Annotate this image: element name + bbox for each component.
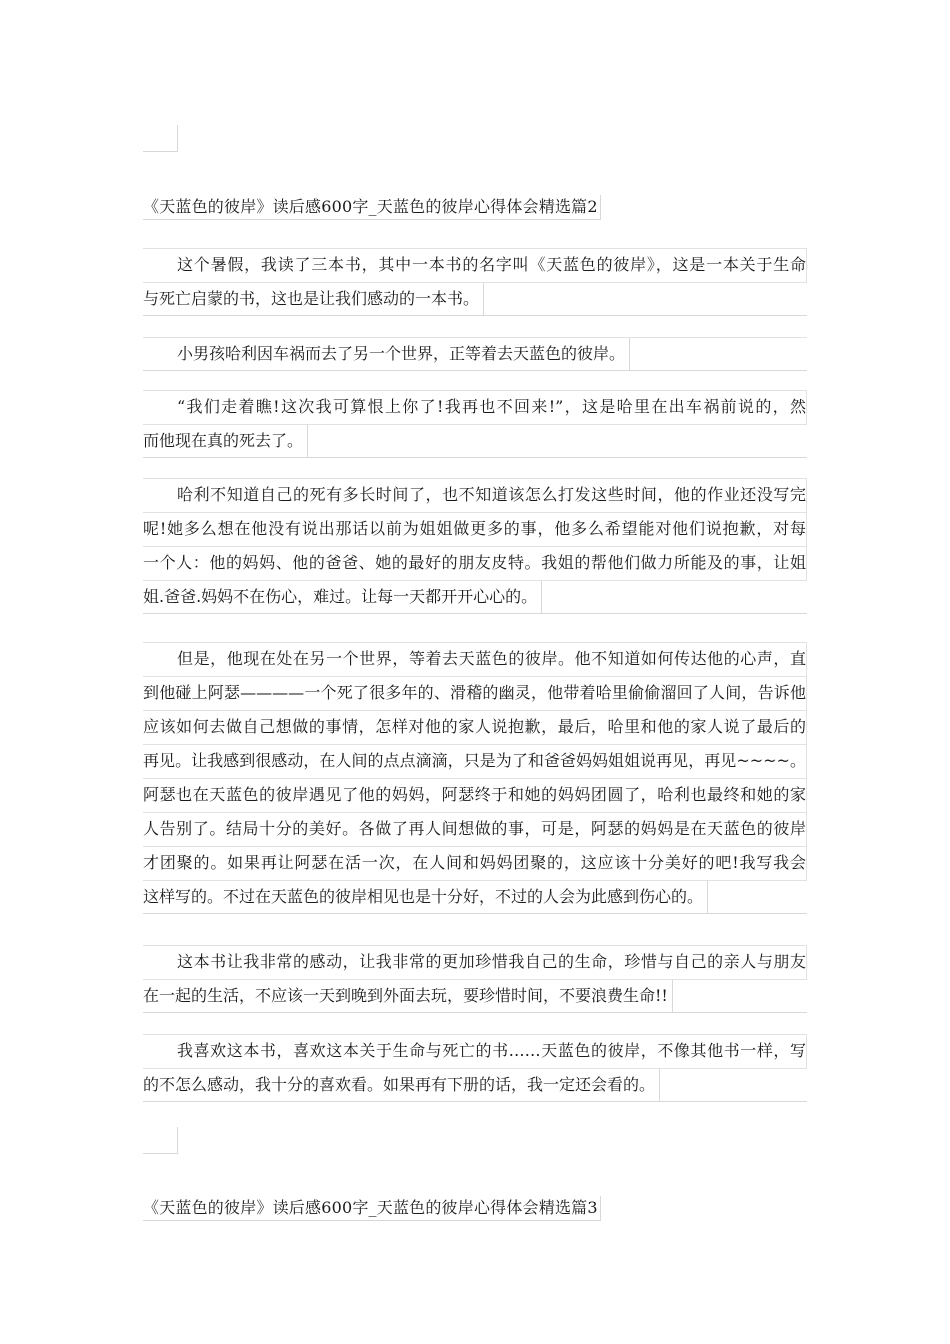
paragraph [143, 478, 807, 614]
paragraph [143, 945, 807, 1013]
paragraph-line-text: 小男孩哈利因车祸而去了另一个世界，正等着去天蓝色的彼岸。 [177, 338, 630, 370]
paragraph-line [143, 880, 807, 914]
paragraph-line-text: 应该如何去做自己想做的事情，怎样对他的家人说抱歉，最后，哈里和他的家人说了最后的 [143, 717, 806, 736]
paragraph-line [143, 282, 807, 316]
paragraph [143, 248, 807, 316]
paragraph-line-text: 才团聚的。如果再让阿瑟在活一次，在人间和妈妈团聚的，这应该十分美好的吧!我写我会 [143, 853, 806, 872]
paragraph-line [143, 546, 807, 580]
paragraph-line [143, 390, 807, 424]
paragraph-line-text: 一个人：他的妈妈、他的爸爸、她的最好的朋友皮特。我姐的帮他们做力所能及的事，让姐 [143, 553, 806, 572]
paragraph-line-text: 这本书让我非常的感动，让我非常的更加珍惜我自己的生命，珍惜与自己的亲人与朋友 [177, 952, 806, 971]
paragraph-line [143, 676, 807, 710]
paragraph-line [143, 979, 807, 1013]
paragraph-line-text: 人告别了。结局十分的美好。各做了再人间想做的事，可是，阿瑟的妈妈是在天蓝色的彼岸 [143, 819, 806, 838]
paragraph-line-text: 呢!她多么想在他没有说出那话以前为姐姐做更多的事，他多么希望能对他们说抱歉，对每 [143, 519, 806, 538]
paragraph-line-text: “我们走着瞧!这次我可算恨上你了!我再也不回来!”，这是哈里在出车祸前说的，然 [177, 397, 806, 416]
paragraph-line [143, 512, 807, 546]
paragraph-line-text: 但是，他现在处在另一个世界，等着去天蓝色的彼岸。他不知道如何传达他的心声，直 [177, 649, 806, 668]
empty-table-cell [143, 1127, 178, 1154]
paragraph [143, 1034, 807, 1102]
paragraph-line-text: 到他碰上阿瑟————一个死了很多年的、滑稽的幽灵，他带着哈里偷偷溜回了人间，告诉他 [143, 683, 806, 702]
empty-table-cell [143, 125, 178, 152]
paragraph-line [143, 778, 807, 812]
paragraph [143, 390, 807, 458]
paragraph-line-text: 姐.爸爸.妈妈不在伤心，难过。让每一天都开开心心的。 [143, 581, 542, 613]
paragraph-line [143, 1034, 807, 1068]
paragraph-line [143, 642, 807, 676]
paragraph-line [143, 337, 807, 371]
paragraph-line [143, 710, 807, 744]
paragraph-line-text: 再见。让我感到很感动，在人间的点点滴滴，只是为了和爸爸妈妈姐姐说再见，再见~~~~。 [143, 751, 806, 770]
paragraph [143, 337, 807, 371]
paragraph-line-text: 这个暑假，我读了三本书，其中一本书的名字叫《天蓝色的彼岸》，这是一本关于生命 [177, 255, 806, 274]
paragraph-line-text: 哈利不知道自己的死有多长时间了，也不知道该怎么打发这些时间，他的作业还没写完 [177, 485, 806, 504]
paragraph [143, 642, 807, 914]
paragraph-line [143, 478, 807, 512]
paragraph-line-text: 与死亡启蒙的书，这也是让我们感动的一本书。 [143, 283, 484, 315]
paragraph-line [143, 424, 807, 458]
section-heading [143, 195, 601, 220]
paragraph-line [143, 248, 807, 282]
paragraph-line [143, 846, 807, 880]
paragraph-line-text: 而他现在真的死去了。 [143, 425, 308, 457]
paragraph-line [143, 580, 807, 614]
paragraph-line-text: 在一起的生活，不应该一天到晚到外面去玩，要珍惜时间，不要浪费生命!! [143, 980, 673, 1012]
paragraph-line [143, 1068, 807, 1102]
section-heading [143, 1196, 601, 1221]
paragraph-line [143, 812, 807, 846]
paragraph-line [143, 945, 807, 979]
paragraph-line-text: 阿瑟也在天蓝色的彼岸遇见了他的妈妈，阿瑟终于和她的妈妈团圆了，哈利也最终和她的家 [143, 785, 806, 804]
section-heading-text: 《天蓝色的彼岸》读后感600字_天蓝色的彼岸心得体会精选篇2 [143, 195, 601, 220]
paragraph-line-text: 我喜欢这本书，喜欢这本关于生命与死亡的书……天蓝色的彼岸，不像其他书一样，写 [177, 1041, 806, 1060]
paragraph-line [143, 744, 807, 778]
section-heading-text: 《天蓝色的彼岸》读后感600字_天蓝色的彼岸心得体会精选篇3 [143, 1196, 601, 1221]
paragraph-line-text: 这样写的。不过在天蓝色的彼岸相见也是十分好，不过的人会为此感到伤心的。 [143, 881, 708, 913]
paragraph-line-text: 的不怎么感动，我十分的喜欢看。如果再有下册的话，我一定还会看的。 [143, 1069, 660, 1101]
